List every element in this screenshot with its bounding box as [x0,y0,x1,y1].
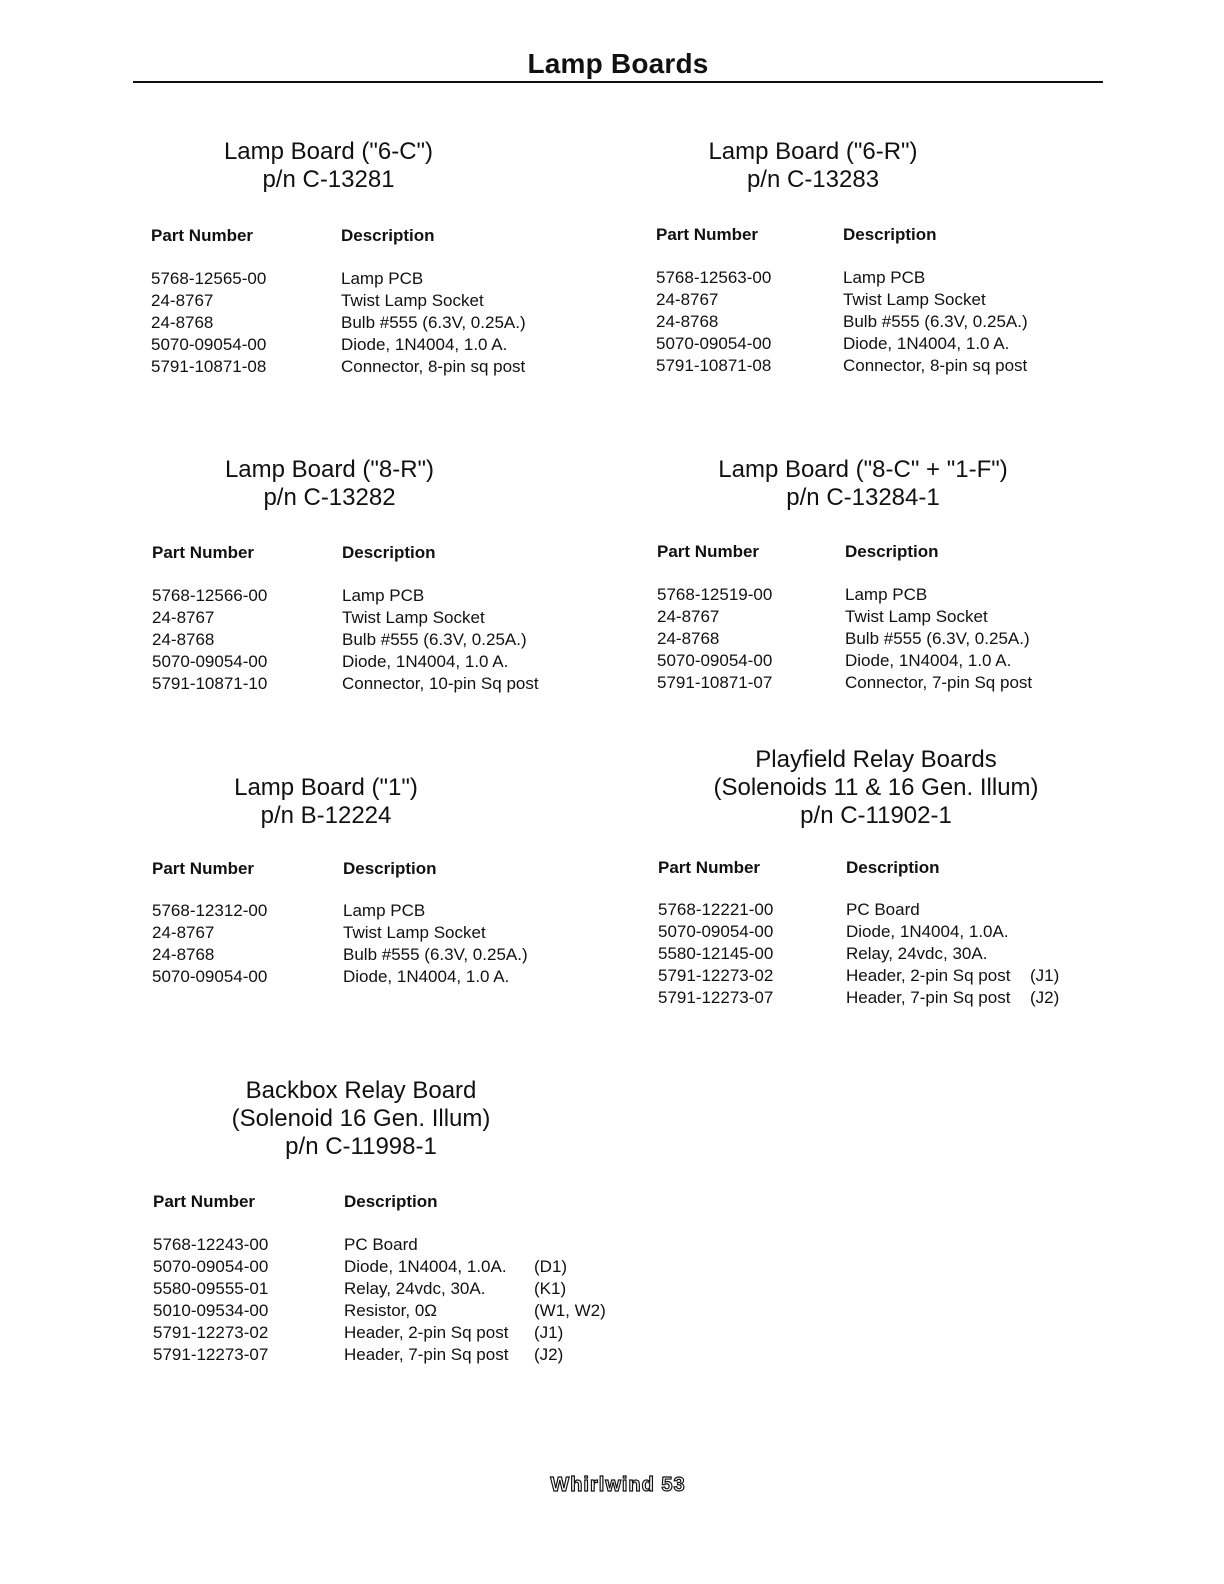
board-8r [152,456,592,706]
description: Twist Lamp Socket [843,290,986,309]
part-number: 5070-09054-00 [152,652,268,671]
page-footer: Whirlwind 53 [550,1474,686,1496]
column-header-description: Description [342,543,436,562]
board-title: Backbox Relay Board [245,1077,477,1104]
part-number: 5070-09054-00 [151,335,267,354]
part-number: 24-8768 [656,312,719,331]
column-header-description: Description [843,225,937,244]
board-part-number: p/n C-11902-1 [800,802,952,829]
description: Lamp PCB [343,901,426,920]
board-1 [152,774,592,994]
reference-designator: (D1) [534,1257,568,1276]
description: Bulb #555 (6.3V, 0.25A.) [342,630,527,649]
table-row [152,586,592,608]
description: PC Board [846,900,920,919]
board-backbox-relay [153,1077,623,1377]
column-header-description: Description [846,858,940,877]
part-number: 5768-12243-00 [153,1235,269,1254]
table-row [151,269,591,291]
column-header-part-number: Part Number [656,225,759,244]
description: Connector, 8-pin sq post [843,356,1028,375]
board-title: Lamp Board ("8-C" + "1-F") [718,456,1008,483]
table-row [153,1345,623,1367]
description: Diode, 1N4004, 1.0 A. [341,335,508,354]
part-number: 24-8768 [152,945,215,964]
column-header-part-number: Part Number [153,1192,256,1211]
part-number: 5791-12273-02 [153,1323,269,1342]
part-number: 5768-12312-00 [152,901,268,920]
table-row [152,652,592,674]
reference-designator: (J1) [534,1323,564,1342]
parts-list [151,269,591,379]
part-number: 5010-09534-00 [153,1301,269,1320]
column-header-part-number: Part Number [152,543,255,562]
column-header-part-number: Part Number [658,858,761,877]
reference-designator: (J2) [1030,988,1060,1007]
table-row [656,312,1096,334]
part-number: 5791-12273-07 [658,988,774,1007]
table-row [656,356,1096,378]
board-subtitle: (Solenoids 11 & 16 Gen. Illum) [713,774,1039,801]
table-row [151,291,591,313]
column-header-part-number: Part Number [657,542,760,561]
table-row [151,335,591,357]
part-number: 24-8767 [152,608,215,627]
parts-list [152,586,592,696]
table-row [657,651,1097,673]
table-row [151,357,591,379]
table-row [153,1301,623,1323]
parts-list [657,585,1097,695]
description: Relay, 24vdc, 30A. [846,944,988,963]
part-number: 24-8768 [657,629,720,648]
board-title: Lamp Board ("6-R") [708,138,918,165]
description: Bulb #555 (6.3V, 0.25A.) [843,312,1028,331]
parts-list [658,900,1108,1010]
description: Lamp PCB [341,269,424,288]
table-row [656,268,1096,290]
board-8c-1f [657,456,1097,706]
reference-designator: (J1) [1030,966,1060,985]
board-part-number: p/n C-11998-1 [285,1133,437,1160]
part-number: 5768-12566-00 [152,586,268,605]
table-row [657,607,1097,629]
part-number: 24-8767 [656,290,719,309]
board-heading [152,456,507,512]
part-number: 5791-12273-07 [153,1345,269,1364]
board-title: Lamp Board ("8-R") [224,456,435,483]
description: Twist Lamp Socket [341,291,484,310]
parts-list [153,1235,623,1367]
description: Header, 7-pin Sq post [344,1345,509,1364]
description: Header, 7-pin Sq post [846,988,1011,1007]
table-row [657,673,1097,695]
description: Diode, 1N4004, 1.0 A. [845,651,1012,670]
table-row [152,630,592,652]
description: Diode, 1N4004, 1.0A. [846,922,1009,941]
board-part-number: p/n C-13282 [263,484,396,511]
parts-list [656,268,1096,378]
description: Bulb #555 (6.3V, 0.25A.) [343,945,528,964]
part-number: 5580-09555-01 [153,1279,269,1298]
page-title: Lamp Boards [527,48,709,79]
table-row [658,966,1108,988]
table-row [153,1235,623,1257]
part-number: 5791-10871-10 [152,674,268,693]
description: Diode, 1N4004, 1.0A. [344,1257,507,1276]
part-number: 24-8767 [151,291,214,310]
table-row [153,1323,623,1345]
part-number: 24-8767 [152,923,215,942]
board-subtitle: (Solenoid 16 Gen. Illum) [231,1105,491,1132]
board-heading [153,1077,569,1161]
table-row [656,334,1096,356]
description: Connector, 10-pin Sq post [342,674,539,693]
board-title: Lamp Board ("6-C") [223,138,434,165]
table-row [657,629,1097,651]
reference-designator: (W1, W2) [534,1301,606,1320]
description: Resistor, 0Ω [344,1301,438,1320]
part-number: 24-8768 [151,313,214,332]
part-number: 5768-12565-00 [151,269,267,288]
parts-list [152,901,592,989]
column-header-description: Description [344,1192,438,1211]
description: Lamp PCB [845,585,928,604]
part-number: 5070-09054-00 [658,922,774,941]
table-row [152,608,592,630]
board-part-number: p/n B-12224 [260,802,392,829]
board-part-number: p/n C-13284-1 [786,484,940,511]
table-row [658,944,1108,966]
column-header-description: Description [845,542,939,561]
board-6r [656,138,1096,388]
table-row [151,313,591,335]
table-row [152,923,592,945]
description: Connector, 7-pin Sq post [845,673,1033,692]
part-number: 5070-09054-00 [656,334,772,353]
board-heading [658,746,1094,830]
description: Connector, 8-pin sq post [341,357,526,376]
description: Header, 2-pin Sq post [846,966,1011,985]
part-number: 5070-09054-00 [152,967,268,986]
description: Twist Lamp Socket [342,608,485,627]
description: Diode, 1N4004, 1.0 A. [343,967,510,986]
board-title: Playfield Relay Boards [755,746,997,773]
table-row [153,1279,623,1301]
board-6c [151,138,591,388]
part-number: 5070-09054-00 [657,651,773,670]
board-heading [656,138,970,194]
column-header-description: Description [343,859,437,878]
part-number: 24-8767 [657,607,720,626]
table-row [152,674,592,696]
description: Diode, 1N4004, 1.0 A. [843,334,1010,353]
description: Bulb #555 (6.3V, 0.25A.) [341,313,526,332]
description: Lamp PCB [843,268,926,287]
part-number: 5791-10871-08 [151,357,267,376]
description: PC Board [344,1235,418,1254]
table-row [658,900,1108,922]
part-number: 5768-12563-00 [656,268,772,287]
board-part-number: p/n C-13281 [262,166,395,193]
part-number: 5580-12145-00 [658,944,774,963]
column-header-description: Description [341,226,435,245]
table-row [152,901,592,923]
board-playfield-relay [658,746,1108,1016]
title-rule [133,81,1103,83]
description: Twist Lamp Socket [343,923,486,942]
board-heading [657,456,1069,512]
board-heading [151,138,506,194]
part-number: 5070-09054-00 [153,1257,269,1276]
table-row [658,922,1108,944]
table-row [658,988,1108,1010]
part-number: 5791-12273-02 [658,966,774,985]
table-row [153,1257,623,1279]
description: Lamp PCB [342,586,425,605]
part-number: 5791-10871-08 [656,356,772,375]
board-part-number: p/n C-13283 [746,166,880,193]
description: Twist Lamp Socket [845,607,988,626]
board-title: Lamp Board ("1") [234,774,418,801]
part-number: 5791-10871-07 [657,673,773,692]
column-header-part-number: Part Number [151,226,254,245]
table-row [152,945,592,967]
part-number: 5768-12221-00 [658,900,774,919]
description: Diode, 1N4004, 1.0 A. [342,652,509,671]
column-header-part-number: Part Number [152,859,255,878]
table-row [656,290,1096,312]
reference-designator: (K1) [534,1279,567,1298]
description: Relay, 24vdc, 30A. [344,1279,486,1298]
description: Header, 2-pin Sq post [344,1323,509,1342]
table-row [657,585,1097,607]
table-row [152,967,592,989]
description: Bulb #555 (6.3V, 0.25A.) [845,629,1030,648]
part-number: 5768-12519-00 [657,585,773,604]
board-heading [152,774,500,830]
part-number: 24-8768 [152,630,215,649]
reference-designator: (J2) [534,1345,564,1364]
